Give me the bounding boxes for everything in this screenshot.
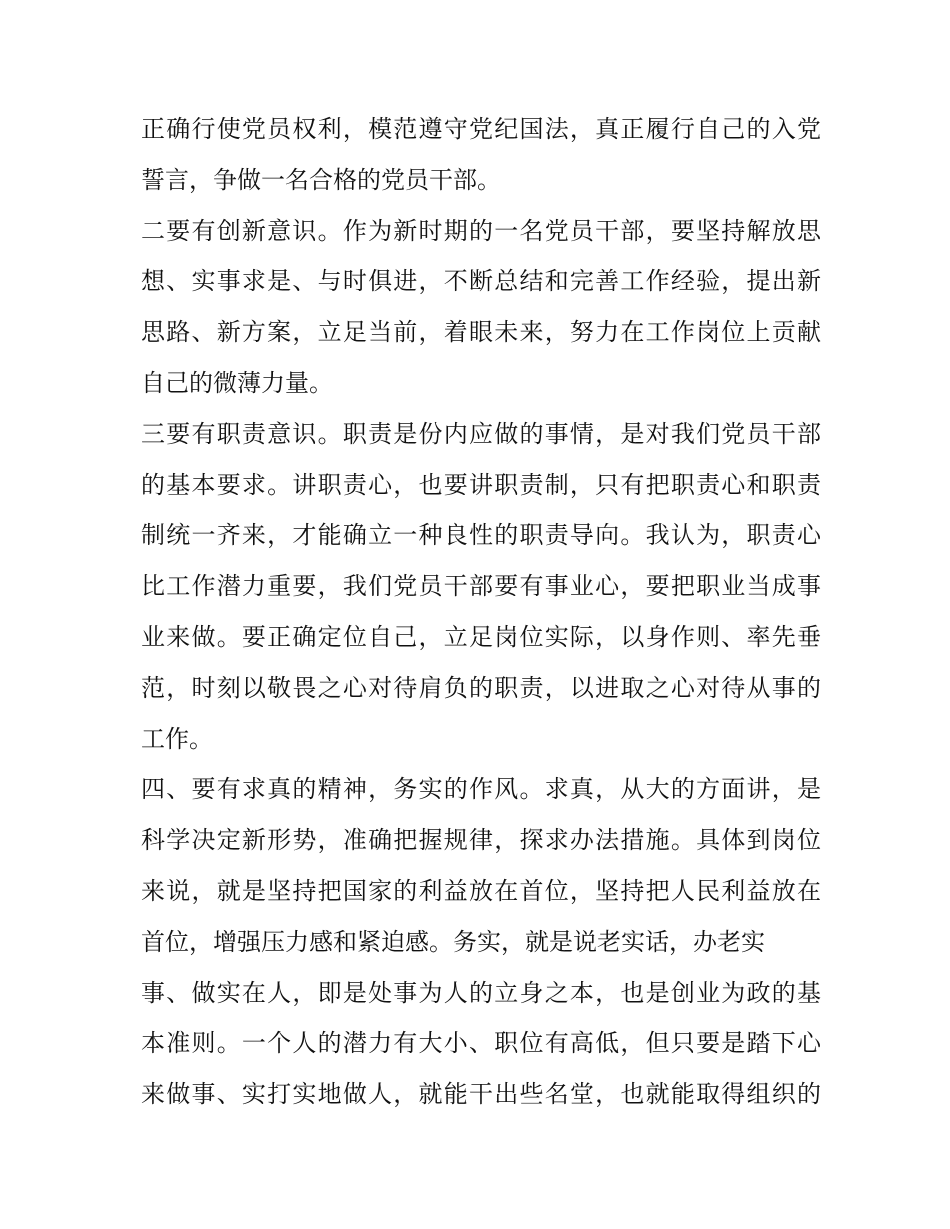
text-line: 制统一齐来，才能确立一种良性的职责导向。我认为，职责心 bbox=[141, 521, 821, 550]
text-line: 四、要有求真的精神，务实的作风。求真，从大的方面讲，是 bbox=[141, 775, 821, 804]
text-line: 工作。 bbox=[141, 724, 213, 753]
text-line: 范，时刻以敬畏之心对待肩负的职责，以进取之心对待从事的 bbox=[141, 673, 821, 702]
text-line: 来做事、实打实地做人，就能干出些名堂，也就能取得组织的 bbox=[141, 1080, 821, 1109]
text-line: 本准则。一个人的潜力有大小、职位有高低，但只要是踏下心 bbox=[141, 1029, 821, 1058]
text-line: 的基本要求。讲职责心，也要讲职责制，只有把职责心和职责 bbox=[141, 470, 821, 499]
text-line: 业来做。要正确定位自己，立足岗位实际，以身作则、率先垂 bbox=[141, 622, 821, 651]
text-line: 来说，就是坚持把国家的利益放在首位，坚持把人民利益放在 bbox=[141, 876, 821, 905]
text-line: 自己的微薄力量。 bbox=[141, 368, 333, 397]
text-line: 想、实事求是、与时俱进，不断总结和完善工作经验，提出新 bbox=[141, 267, 821, 296]
body-text bbox=[141, 104, 821, 1120]
text-line: 事、做实在人，即是处事为人的立身之本，也是创业为政的基 bbox=[141, 978, 821, 1007]
text-line: 誓言，争做一名合格的党员干部。 bbox=[141, 165, 501, 194]
text-line: 思路、新方案，立足当前，着眼未来，努力在工作岗位上贡献 bbox=[141, 318, 821, 347]
text-line: 首位，增强压力感和紧迫感。务实，就是说老实话，办老实 bbox=[141, 927, 765, 956]
text-line: 正确行使党员权利，模范遵守党纪国法，真正履行自己的入党 bbox=[141, 115, 821, 143]
text-line: 科学决定新形势，准确把握规律，探求办法措施。具体到岗位 bbox=[141, 826, 821, 855]
text-line: 二要有创新意识。作为新时期的一名党员干部，要坚持解放思 bbox=[141, 216, 821, 245]
text-line: 三要有职责意识。职责是份内应做的事情，是对我们党员干部 bbox=[141, 419, 821, 448]
text-line: 比工作潜力重要，我们党员干部要有事业心，要把职业当成事 bbox=[141, 572, 821, 601]
